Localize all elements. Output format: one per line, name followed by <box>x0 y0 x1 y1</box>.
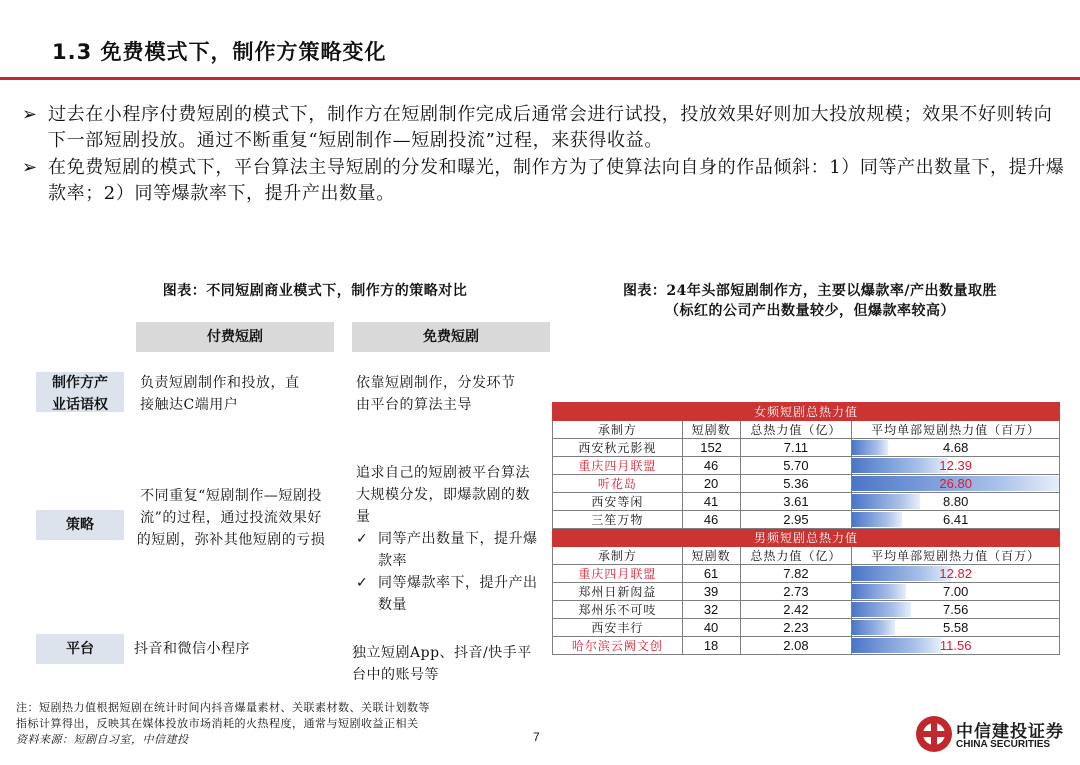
table-row <box>553 493 1060 511</box>
section-title-row <box>553 529 1060 547</box>
total-heat: 2.42 <box>740 601 852 619</box>
drama-count: 61 <box>682 565 740 583</box>
total-heat: 3.61 <box>740 493 852 511</box>
check-item <box>356 528 541 572</box>
table-header-row <box>553 421 1060 439</box>
avg-heat-value: 26.80 <box>939 476 972 491</box>
producer-name: 西安丰行 <box>553 619 683 637</box>
arrow-bullet-icon: ➢ <box>22 157 38 178</box>
note-line: 指标计算得出，反映其在媒体投放市场消耗的火热程度，通常与短剧收益正相关 <box>16 717 419 730</box>
total-heat: 2.95 <box>740 511 852 529</box>
row-label-discourse: 制作方产业话语权 <box>36 372 124 412</box>
avg-heat-cell <box>852 493 1060 511</box>
drama-count: 40 <box>682 619 740 637</box>
producer-name: 哈尔滨云阙文创 <box>553 637 683 655</box>
avg-heat-cell <box>852 619 1060 637</box>
header-total-heat: 总热力值（亿） <box>740 547 852 565</box>
drama-count: 39 <box>682 583 740 601</box>
producer-heat-table <box>552 402 1060 655</box>
avg-heat-cell <box>852 457 1060 475</box>
total-heat: 7.11 <box>740 439 852 457</box>
free-platform-text: 独立短剧App、抖音/快手平台中的账号等 <box>352 645 532 683</box>
section-title-row <box>553 403 1060 421</box>
note-line: 注：短剧热力值根据短剧在统计时间内抖音爆量素材、关联素材数、关联计划数等 <box>16 701 430 714</box>
female-section-title: 女频短剧总热力值 <box>553 403 1060 421</box>
free-strategy-block <box>356 462 541 616</box>
right-chart-caption-line1: 图表：24年头部短剧制作方，主要以爆款率/产出数量取胜 <box>622 283 998 299</box>
avg-heat-cell <box>852 475 1060 493</box>
avg-heat-cell <box>852 511 1060 529</box>
producer-name: 三笙万物 <box>553 511 683 529</box>
header-avg-heat: 平均单部短剧热力值（百万） <box>852 547 1060 565</box>
bullet-text: 过去在小程序付费短剧的模式下，制作方在短剧制作完成后通常会进行试投，投放效果好则加大投放规模；效果不好则转向下一部短剧投放。通过不断重复“短剧制作—短剧投流”过程，来获得收益。 <box>48 104 1053 151</box>
female-section <box>553 403 1060 529</box>
drama-count: 32 <box>682 601 740 619</box>
avg-heat-value: 11.56 <box>939 638 972 653</box>
producer-name: 郑州乐不可吱 <box>553 601 683 619</box>
avg-heat-value: 7.56 <box>943 602 969 617</box>
row-label-platform: 平台 <box>36 634 124 664</box>
free-strategy-intro: 追求自己的短剧被平台算法大规模分发，即爆款剧的数量 <box>356 465 530 525</box>
checkmark-icon: ✓ <box>356 575 369 591</box>
drama-count: 41 <box>682 493 740 511</box>
table-header-row <box>553 547 1060 565</box>
drama-count: 46 <box>682 457 740 475</box>
avg-heat-cell <box>852 439 1060 457</box>
total-heat: 2.08 <box>740 637 852 655</box>
avg-heat-cell <box>852 565 1060 583</box>
bullet-text: 在免费短剧的模式下，平台算法主导短剧的分发和曝光，制作方为了使算法向自身的作品倾斜：1）同等产出数量下，提升爆款率；2）同等爆款率下，提升产出数量。 <box>48 157 1065 204</box>
avg-heat-value: 4.68 <box>943 440 969 455</box>
producer-name: 重庆四月联盟 <box>553 565 683 583</box>
avg-heat-value: 7.00 <box>943 584 969 599</box>
total-heat: 2.23 <box>740 619 852 637</box>
paid-discourse-text: 负责短剧制作和投放，直接触达C端用户 <box>140 375 300 413</box>
paid-strategy-text: 不同重复“短剧制作—短剧投流”的过程，通过投流效果好的短剧，弥补其他短剧的亏损 <box>136 488 326 548</box>
total-heat: 7.82 <box>740 565 852 583</box>
title-divider <box>0 77 1080 80</box>
check-item-text: 同等爆款率下，提升产出数量 <box>378 575 538 613</box>
left-chart-caption: 图表：不同短剧商业模式下，制作方的策略对比 <box>162 283 468 299</box>
header-producer: 承制方 <box>553 547 683 565</box>
table-row <box>553 511 1060 529</box>
col-header-paid: 付费短剧 <box>136 322 334 352</box>
table-row <box>553 565 1060 583</box>
table-row <box>553 583 1060 601</box>
bullet-item <box>22 155 1067 207</box>
col-header-free: 免费短剧 <box>352 322 550 352</box>
table-row <box>553 619 1060 637</box>
citic-logo-icon <box>916 716 952 752</box>
checkmark-icon: ✓ <box>356 531 369 547</box>
avg-heat-cell <box>852 637 1060 655</box>
avg-heat-value: 5.58 <box>943 620 969 635</box>
drama-count: 20 <box>682 475 740 493</box>
source-line: 资料来源：短剧自习室，中信建投 <box>16 733 189 746</box>
row-label-strategy: 策略 <box>36 510 124 540</box>
producer-name: 听花岛 <box>553 475 683 493</box>
check-item-text: 同等产出数量下，提升爆款率 <box>378 531 538 569</box>
logo-english-name: CHINA SECURITIES <box>956 739 1051 750</box>
total-heat: 5.36 <box>740 475 852 493</box>
drama-count: 18 <box>682 637 740 655</box>
table-row <box>553 601 1060 619</box>
avg-heat-value: 8.80 <box>943 494 969 509</box>
bullet-list <box>22 102 1067 208</box>
male-section <box>553 529 1060 655</box>
right-chart-caption-line2: （标红的公司产出数量较少，但爆款率较高） <box>665 303 955 319</box>
total-heat: 5.70 <box>740 457 852 475</box>
table-row <box>553 475 1060 493</box>
header-count: 短剧数 <box>682 421 740 439</box>
table-row <box>553 637 1060 655</box>
header-producer: 承制方 <box>553 421 683 439</box>
header-count: 短剧数 <box>682 547 740 565</box>
header-avg-heat: 平均单部短剧热力值（百万） <box>852 421 1060 439</box>
avg-heat-value: 12.82 <box>939 566 972 581</box>
page-title: 1.3 免费模式下，制作方策略变化 <box>52 40 387 64</box>
avg-heat-value: 6.41 <box>943 512 969 527</box>
producer-name: 重庆四月联盟 <box>553 457 683 475</box>
avg-heat-cell <box>852 583 1060 601</box>
table-row <box>553 439 1060 457</box>
avg-heat-cell <box>852 601 1060 619</box>
total-heat: 2.73 <box>740 583 852 601</box>
producer-name: 西安秋元影视 <box>553 439 683 457</box>
footnote <box>16 700 430 748</box>
header-total-heat: 总热力值（亿） <box>740 421 852 439</box>
bullet-item <box>22 102 1067 154</box>
free-discourse-text: 依靠短剧制作，分发环节由平台的算法主导 <box>356 375 516 413</box>
check-item <box>356 572 541 616</box>
producer-name: 郑州日新闳益 <box>553 583 683 601</box>
producer-name: 西安等闲 <box>553 493 683 511</box>
drama-count: 152 <box>682 439 740 457</box>
logo-chinese-name: 中信建投证券 <box>956 722 1064 742</box>
male-section-title: 男频短剧总热力值 <box>553 529 1060 547</box>
table-row <box>553 457 1060 475</box>
page-number: 7 <box>533 730 540 744</box>
company-logo <box>916 714 1066 754</box>
avg-heat-value: 12.39 <box>939 458 972 473</box>
arrow-bullet-icon: ➢ <box>22 104 38 125</box>
drama-count: 46 <box>682 511 740 529</box>
paid-platform-text: 抖音和微信小程序 <box>134 641 250 657</box>
